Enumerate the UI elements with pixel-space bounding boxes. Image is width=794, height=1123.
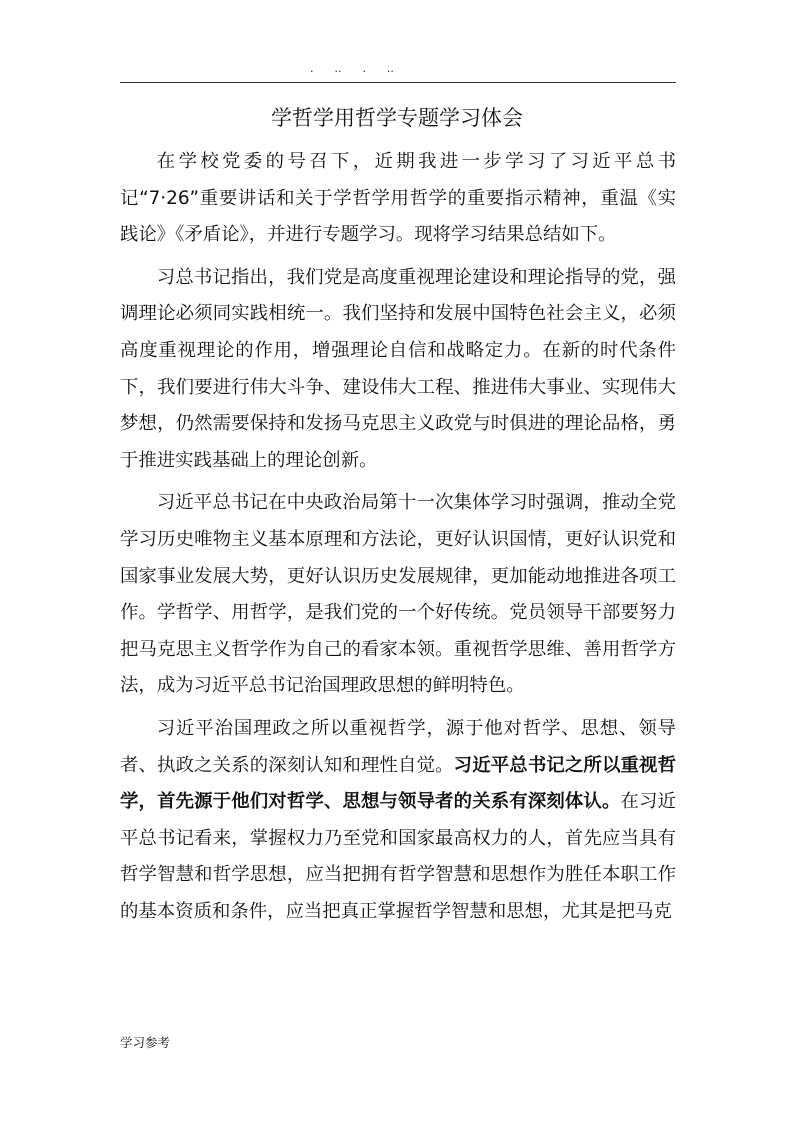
paragraph-4 (120, 711, 676, 931)
document-body (120, 144, 676, 936)
paragraph-4-lead: 习近平治国理政之所以重视哲学，源于他对哲学、思想、领导者、执政之关系的深刻认知和理性自觉。 (120, 717, 676, 776)
document-title: 学哲学用哲学专题学习体会 (271, 106, 523, 130)
paragraph-4-tail: 在习近平总书记看来，掌握权力乃至党和国家最高权力的人，首先应当具有哲学智慧和哲学思想，应当把拥有哲学智慧和思想作为胜任本职工作的基本资质和条件，应当把真正掌握哲学智慧和思想，尤其是把马克 (120, 791, 676, 922)
header-marks: . .. . .. (310, 62, 394, 75)
paragraph-2: 习总书记指出，我们党是高度重视理论建设和理论指导的党，强调理论必须同实践相统一。我们坚持和发展中国特色社会主义，必须高度重视理论的作用，增强理论自信和战略定力。在新的时代条件下，我们要进行伟大斗争、建设伟大工程、推进伟大事业、实现伟大梦想，仍然需要保持和发扬马克思主义政党与时俱进的理论品格，勇于推进实践基础上的理论创新。 (120, 266, 676, 471)
paragraph-1: 在学校党委的号召下，近期我进一步学习了习近平总书记“7·26”重要讲话和关于学哲学用哲学的重要指示精神，重温《实践论》《矛盾论》，并进行专题学习。现将学习结果总结如下。 (120, 151, 676, 246)
paragraph-3: 习近平总书记在中央政治局第十一次集体学习时强调，推动全党学习历史唯物主义基本原理和方法论，更好认识国情，更好认识党和国家事业发展大势，更好认识历史发展规律，更加能动地推进各项工作。学哲学、用哲学，是我们党的一个好传统。党员领导干部要努力把马克思主义哲学作为自己的看家本领。重视哲学思维、善用哲学方法，成为习近平总书记治国理政思想的鲜明特色。 (120, 492, 676, 697)
paragraph-4-emphasis: 习近平总书记之所以重视哲学，首先源于他们对哲学、思想与领导者的关系有深刻体认。 (120, 754, 676, 813)
footer-label: 学习参考 (120, 1035, 171, 1050)
header-rule (120, 82, 676, 83)
